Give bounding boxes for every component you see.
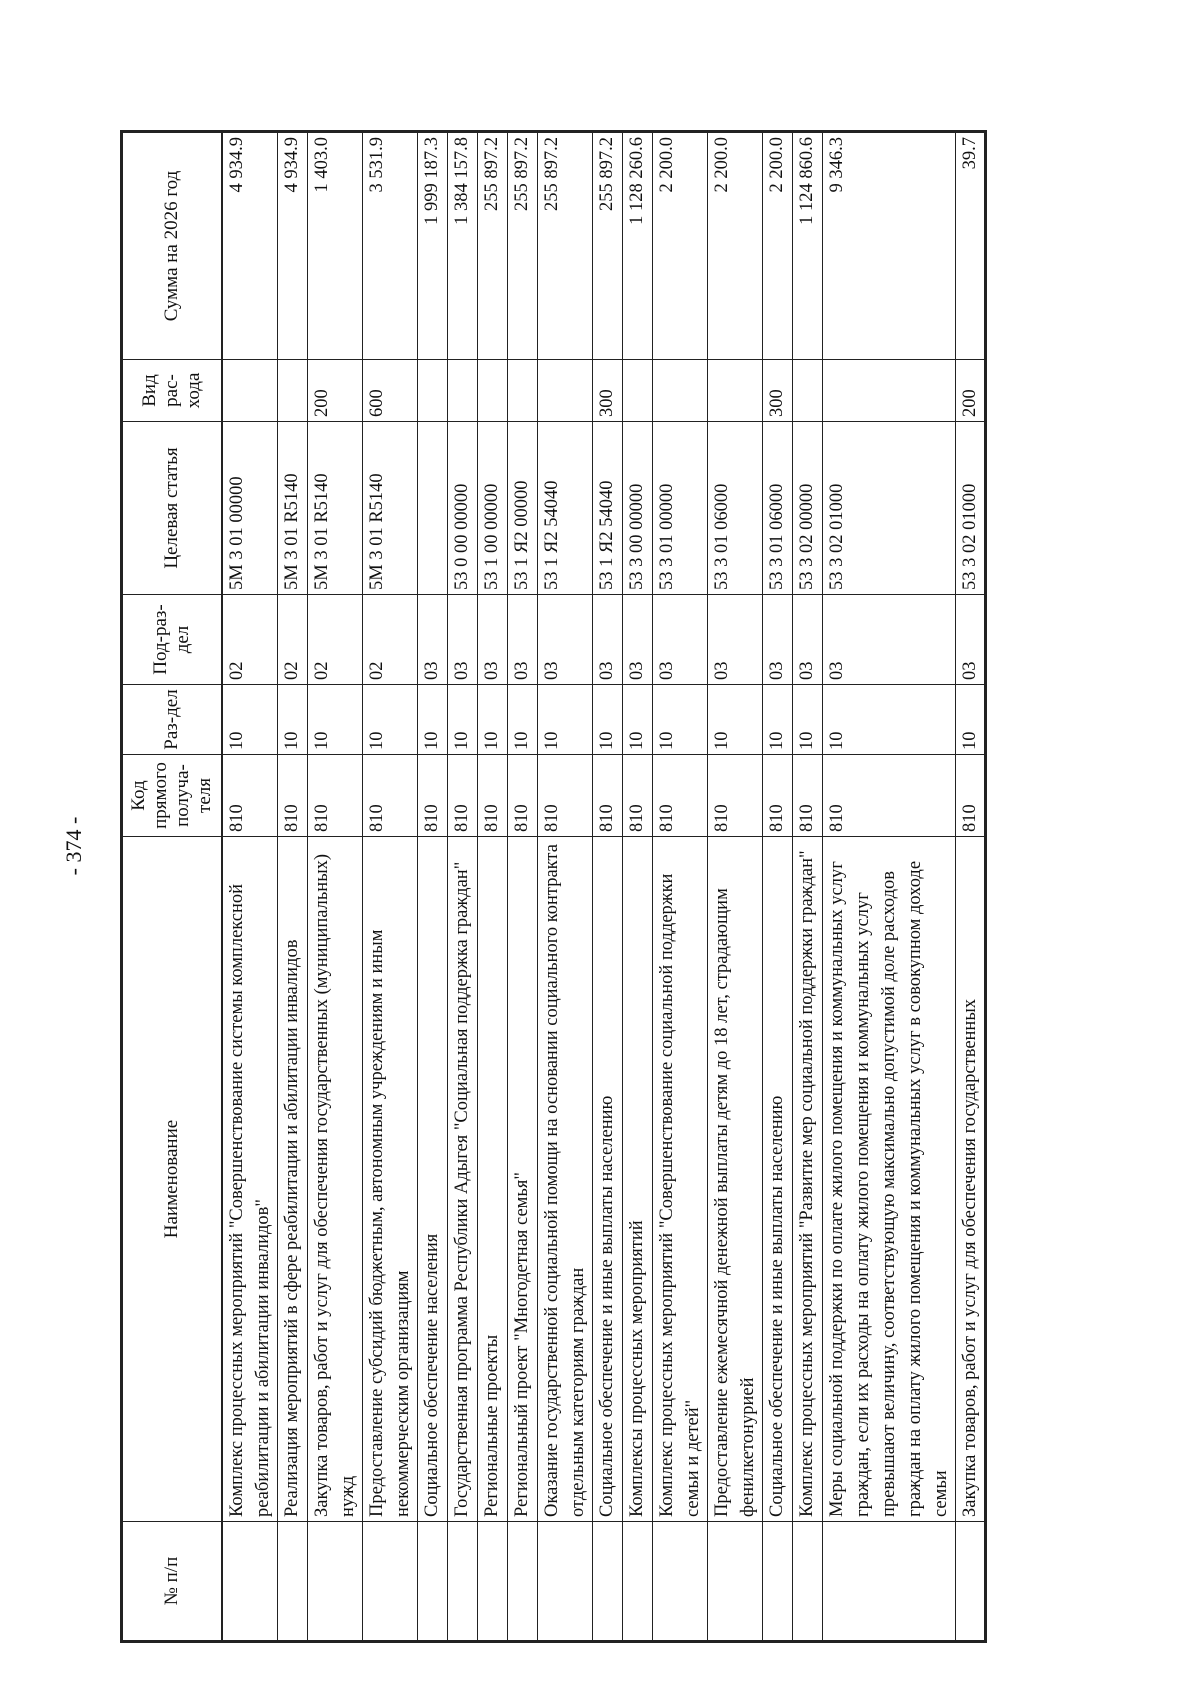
table-row: [538, 132, 593, 1642]
row-section: 10: [308, 685, 363, 755]
table-row: [653, 132, 708, 1642]
rotated-table-container: [120, 133, 1055, 1643]
row-name: Комплексы процессных мероприятий: [623, 837, 653, 1522]
row-target-article: 53 0 00 00000: [448, 422, 478, 595]
row-recipient-code: 810: [508, 755, 538, 837]
row-amount: 255 897.2: [593, 132, 623, 360]
row-subsection: 03: [593, 595, 623, 685]
header-podrazdel: Под-раз-дел: [122, 595, 223, 685]
row-name: Реализация мероприятий в сфере реабилитации и абилитации инвалидов: [278, 837, 308, 1522]
row-expense-type: [448, 360, 478, 422]
row-subsection: 03: [508, 595, 538, 685]
row-subsection: 02: [278, 595, 308, 685]
row-number: [793, 1522, 823, 1642]
row-target-article: 53 3 01 06000: [763, 422, 793, 595]
header-target: Целевая статья: [122, 422, 223, 595]
row-expense-type: [508, 360, 538, 422]
row-expense-type: [278, 360, 308, 422]
row-expense-type: 200: [308, 360, 363, 422]
row-expense-type: 600: [363, 360, 418, 422]
row-recipient-code: 810: [593, 755, 623, 837]
row-target-article: 53 3 02 01000: [823, 422, 956, 595]
row-amount: 1 999 187.3: [418, 132, 448, 360]
row-section: 10: [222, 685, 278, 755]
row-section: 10: [823, 685, 956, 755]
row-subsection: 03: [538, 595, 593, 685]
table-row: [478, 132, 508, 1642]
row-subsection: 02: [308, 595, 363, 685]
table-row: [222, 132, 278, 1642]
row-name: Региональные проекты: [478, 837, 508, 1522]
row-subsection: 03: [653, 595, 708, 685]
row-section: 10: [623, 685, 653, 755]
table-row: [363, 132, 418, 1642]
row-number: [763, 1522, 793, 1642]
row-name: Региональный проект "Многодетная семья": [508, 837, 538, 1522]
row-section: 10: [448, 685, 478, 755]
row-amount: 255 897.2: [508, 132, 538, 360]
row-number: [363, 1522, 418, 1642]
row-target-article: 53 1 00 00000: [478, 422, 508, 595]
row-recipient-code: 810: [623, 755, 653, 837]
header-name: Наименование: [122, 837, 223, 1522]
row-number: [708, 1522, 763, 1642]
row-recipient-code: 810: [308, 755, 363, 837]
row-number: [623, 1522, 653, 1642]
table-header-row: [122, 132, 223, 1642]
table-row: [793, 132, 823, 1642]
row-expense-type: 300: [763, 360, 793, 422]
row-name: Социальное обеспечение и иные выплаты населению: [763, 837, 793, 1522]
row-number: [508, 1522, 538, 1642]
row-target-article: 53 1 Я2 54040: [593, 422, 623, 595]
row-name: Закупка товаров, работ и услуг для обеспечения государственных: [956, 837, 986, 1522]
row-subsection: 03: [708, 595, 763, 685]
table-body: [222, 132, 986, 1642]
row-amount: 255 897.2: [478, 132, 508, 360]
row-name: Закупка товаров, работ и услуг для обеспечения государственных (муниципальных) нужд: [308, 837, 363, 1522]
header-code: Код прямого получа-теля: [122, 755, 223, 837]
row-subsection: 03: [793, 595, 823, 685]
header-razdel: Раз-дел: [122, 685, 223, 755]
row-amount: 2 200.0: [763, 132, 793, 360]
row-subsection: 03: [478, 595, 508, 685]
row-recipient-code: 810: [478, 755, 508, 837]
page-number: - 374 -: [61, 816, 86, 876]
table-row: [418, 132, 448, 1642]
header-num: № п/п: [122, 1522, 223, 1642]
row-name: Комплекс процессных мероприятий "Совершенствование системы комплексной реабилитации и абилитации инвалидов": [222, 837, 278, 1522]
row-amount: 1 124 860.6: [793, 132, 823, 360]
row-number: [278, 1522, 308, 1642]
row-expense-type: [538, 360, 593, 422]
row-recipient-code: 810: [793, 755, 823, 837]
table-row: [278, 132, 308, 1642]
row-recipient-code: 810: [418, 755, 448, 837]
row-subsection: 02: [363, 595, 418, 685]
row-expense-type: [418, 360, 448, 422]
row-subsection: 03: [448, 595, 478, 685]
row-target-article: 5М 3 01 R5140: [363, 422, 418, 595]
row-section: 10: [508, 685, 538, 755]
row-amount: 1 384 157.8: [448, 132, 478, 360]
row-target-article: 53 3 02 00000: [793, 422, 823, 595]
row-expense-type: 300: [593, 360, 623, 422]
row-name: Комплекс процессных мероприятий "Развитие мер социальной поддержки граждан": [793, 837, 823, 1522]
row-number: [448, 1522, 478, 1642]
row-amount: 1 403.0: [308, 132, 363, 360]
row-section: 10: [956, 685, 986, 755]
row-section: 10: [278, 685, 308, 755]
row-amount: 3 531.9: [363, 132, 418, 360]
row-recipient-code: 810: [708, 755, 763, 837]
row-name: Предоставление ежемесячной денежной выплаты детям до 18 лет, страдающим фенилкетонурией: [708, 837, 763, 1522]
row-expense-type: [222, 360, 278, 422]
row-amount: 255 897.2: [538, 132, 593, 360]
row-target-article: 5М 3 01 R5140: [308, 422, 363, 595]
row-number: [418, 1522, 448, 1642]
row-expense-type: [623, 360, 653, 422]
row-section: 10: [418, 685, 448, 755]
row-amount: 2 200.0: [708, 132, 763, 360]
row-target-article: 53 3 01 06000: [708, 422, 763, 595]
row-recipient-code: 810: [653, 755, 708, 837]
row-target-article: 53 3 00 00000: [623, 422, 653, 595]
row-recipient-code: 810: [363, 755, 418, 837]
row-number: [538, 1522, 593, 1642]
table-row: [623, 132, 653, 1642]
row-recipient-code: 810: [823, 755, 956, 837]
row-name: Оказание государственной социальной помощи на основании социального контракта отдельным категориям граждан: [538, 837, 593, 1522]
row-recipient-code: 810: [222, 755, 278, 837]
row-target-article: 5М 3 01 00000: [222, 422, 278, 595]
row-recipient-code: 810: [538, 755, 593, 837]
row-target-article: 53 1 Я2 54040: [538, 422, 593, 595]
budget-table: [120, 130, 987, 1643]
row-target-article: [418, 422, 448, 595]
row-recipient-code: 810: [956, 755, 986, 837]
row-expense-type: 200: [956, 360, 986, 422]
row-section: 10: [593, 685, 623, 755]
table-row: [956, 132, 986, 1642]
row-name: Государственная программа Республики Адыгея "Социальная поддержка граждан": [448, 837, 478, 1522]
row-target-article: 53 3 02 01000: [956, 422, 986, 595]
row-subsection: 03: [956, 595, 986, 685]
row-section: 10: [363, 685, 418, 755]
row-expense-type: [823, 360, 956, 422]
row-number: [823, 1522, 956, 1642]
row-amount: 4 934.9: [222, 132, 278, 360]
row-subsection: 03: [823, 595, 956, 685]
row-number: [593, 1522, 623, 1642]
header-sum: Сумма на 2026 год: [122, 132, 223, 360]
row-name: Социальное обеспечение населения: [418, 837, 448, 1522]
row-name: Комплекс процессных мероприятий "Совершенствование социальной поддержки семьи и детей": [653, 837, 708, 1522]
table-row: [823, 132, 956, 1642]
row-amount: 4 934.9: [278, 132, 308, 360]
row-section: 10: [653, 685, 708, 755]
row-number: [956, 1522, 986, 1642]
row-name: Социальное обеспечение и иные выплаты населению: [593, 837, 623, 1522]
table-row: [593, 132, 623, 1642]
row-expense-type: [708, 360, 763, 422]
row-expense-type: [478, 360, 508, 422]
row-target-article: 53 3 01 00000: [653, 422, 708, 595]
table-row: [508, 132, 538, 1642]
row-number: [478, 1522, 508, 1642]
table-row: [308, 132, 363, 1642]
row-amount: 39.7: [956, 132, 986, 360]
row-amount: 1 128 260.6: [623, 132, 653, 360]
row-target-article: 5М 3 01 R5140: [278, 422, 308, 595]
row-amount: 9 346.3: [823, 132, 956, 360]
row-recipient-code: 810: [278, 755, 308, 837]
row-section: 10: [763, 685, 793, 755]
row-subsection: 03: [763, 595, 793, 685]
row-name: Предоставление субсидий бюджетным, автономным учреждениям и иным некоммерческим организациям: [363, 837, 418, 1522]
row-subsection: 03: [418, 595, 448, 685]
row-number: [222, 1522, 278, 1642]
row-subsection: 03: [623, 595, 653, 685]
row-recipient-code: 810: [448, 755, 478, 837]
row-section: 10: [793, 685, 823, 755]
table-row: [708, 132, 763, 1642]
row-number: [308, 1522, 363, 1642]
row-section: 10: [478, 685, 508, 755]
row-expense-type: [653, 360, 708, 422]
row-target-article: 53 1 Я2 00000: [508, 422, 538, 595]
row-name: Меры социальной поддержки по оплате жилого помещения и коммунальных услуг граждан, если их расходы на оплату жилого помещения и коммунальных услуг превышают величину, соответствующую максимально допустимой доле расходов граждан на оплату жилого помещения и коммунальных услуг в совокупном доходе семьи: [823, 837, 956, 1522]
header-kind: Вид рас-хода: [122, 360, 223, 422]
table-row: [763, 132, 793, 1642]
table-row: [448, 132, 478, 1642]
row-subsection: 02: [222, 595, 278, 685]
row-section: 10: [708, 685, 763, 755]
row-recipient-code: 810: [763, 755, 793, 837]
row-section: 10: [538, 685, 593, 755]
row-number: [653, 1522, 708, 1642]
row-amount: 2 200.0: [653, 132, 708, 360]
row-expense-type: [793, 360, 823, 422]
